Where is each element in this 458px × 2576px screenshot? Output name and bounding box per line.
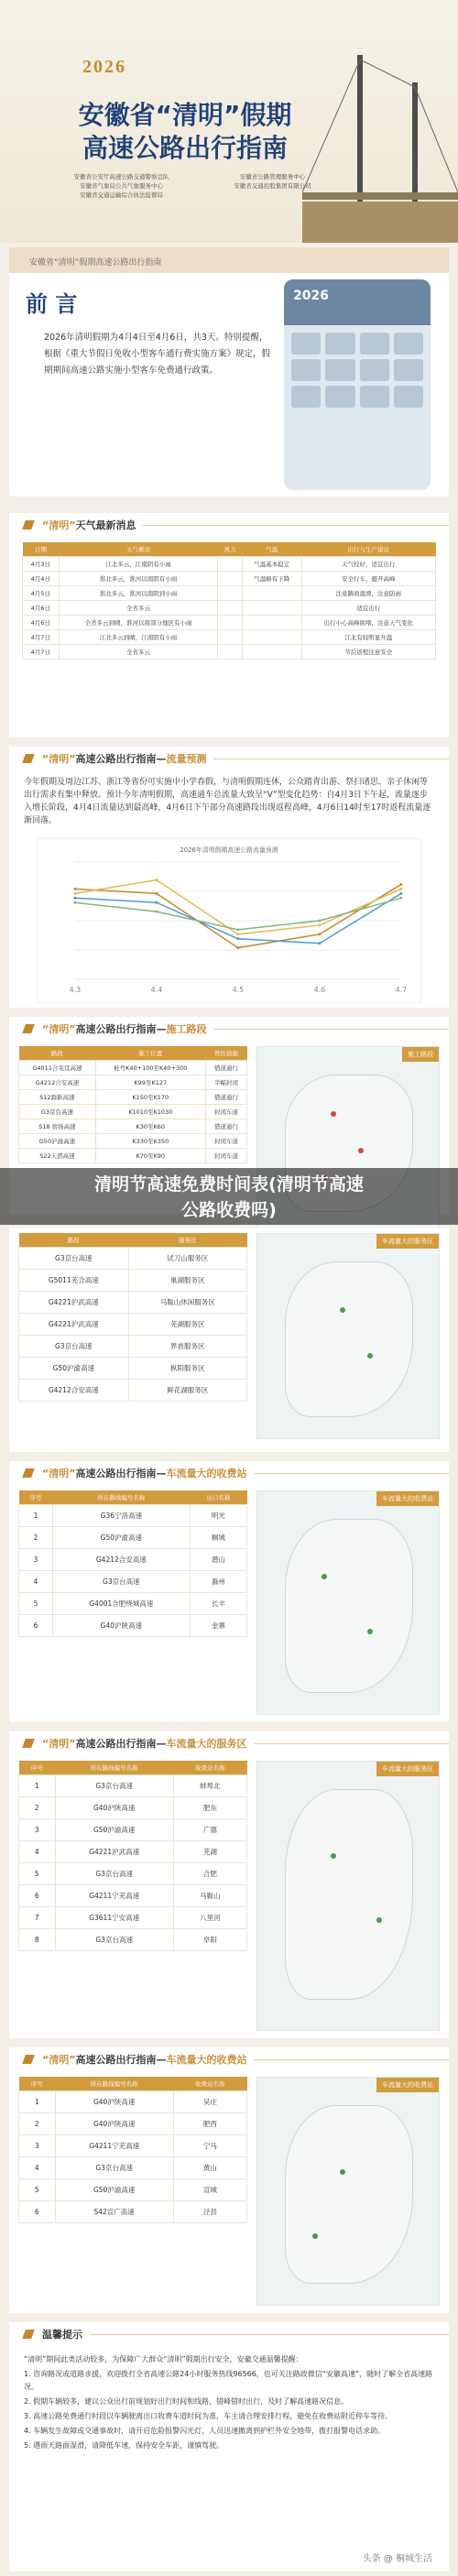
intro-bar: 安徽省“清明”假期高速公路出行指南 <box>9 247 449 273</box>
app-icon <box>325 333 354 355</box>
hero-orgs <box>50 172 344 200</box>
app-icon <box>325 359 354 381</box>
data-point <box>399 897 402 900</box>
data-point <box>236 933 239 935</box>
map-tag: 车流量大的服务区 <box>376 1762 439 1776</box>
service-area-table: 路段 服务区 G3京台高速 试刀山服务区 G5011芜合高速 巢湖服务区 G4221沪武高速 马鞍山休闲服务区 G4221沪武高速 芜湖服务区 G3京台高速 界首服务区 G50沪渝高速 枞阳服务区 G4212合安高速 鲜花湖服务区 <box>18 1233 247 1402</box>
marker-icon <box>340 1307 345 1313</box>
phone-grid <box>284 325 431 415</box>
intro-text: 2026年清明假期为4月4日至4月6日，共3天。特别提醒，根据《重大节假日免收小型客车通行费实施方案》规定，假期期间高速公路实施小型客车免费通行政策。 <box>44 333 271 376</box>
heading-dot-icon <box>22 754 35 763</box>
section-heading: “清明” 天气最新消息 <box>9 513 449 537</box>
table-row: G50沪渝高速 K330至K350 封闭车道 <box>19 1134 247 1149</box>
toll-table: 序号 所在路线编号名称 收费站名称 1 G40沪陕高速 吴庄 2 G40沪陕高速 肥西 3 G4211宁芜高速 宁马 4 G3京台高速 黄山 5 G50沪渝高速 宣城 6 S42宣广高速 泾县 <box>18 2077 247 2223</box>
data-point <box>236 937 239 940</box>
station-section <box>9 1731 449 2038</box>
table-row: G50沪渝高速 枞阳服务区 <box>19 1358 247 1380</box>
data-point <box>73 897 76 900</box>
x-tick-label: 4.3 <box>69 986 82 995</box>
station-table: 序号 所在路线编号名称 收费站名称 1 G3京台高速 蚌埠北 2 G40沪陕高速 肥东 3 G50沪渝高速 广德 4 G4221沪武高速 芜湖 5 G3京台高速 合肥 6 G4211宁芜高速 马鞍山 7 G3611宁安高速 八里河 8 G3京台高速 阜阳 <box>18 1761 247 1951</box>
flow-text: 今年假期及周边江苏、浙江等省份可实施中小学春假，与清明假期连休，公众踏青出游、祭扫诸思、亲子休闲等出行需求有集中释放。预计今年清明假期，高速通车总流量大致呈“V”型变化趋势：自4月3日下午起，流量逐步入增长阶段，4月4日流量达到最高峰，4月6日下午部分高速路段出现返程高峰，4月6日14时至17时返程流量逐渐回落。 <box>24 778 431 825</box>
org-name: 安徽省公安厅高速公路交通警察总队 <box>73 173 169 180</box>
marker-icon <box>331 1111 336 1117</box>
app-icon <box>291 386 321 408</box>
section-heading: “清明” 高速公路出行指南 — 流量预测 <box>9 747 449 770</box>
x-tick-label: 4.5 <box>232 986 245 995</box>
table-row: S12滁新高速 K150至K170 借道通行 <box>19 1090 247 1105</box>
table-row: 4月5日 淮北多云，淮河以南阴到小雨 注意路面湿滑，注意防雨 <box>23 586 436 601</box>
tip-item: 3. 高速公路免费通行时段以车辆驶离出口收费车道时间为准，车主请合理安排行程，避免在收费站附近停车等待。 <box>24 2412 393 2420</box>
marker-icon <box>367 1353 373 1359</box>
marker-icon <box>367 1629 373 1634</box>
series-line <box>75 893 401 943</box>
data-point <box>155 892 158 895</box>
org-name: 安徽省交通运输综合执法监督局 <box>80 191 163 199</box>
map-tag: 施工路段 <box>402 1047 439 1062</box>
table-row: 4月6日 全省多云 适宜出行 <box>23 601 436 616</box>
station-map <box>256 1761 440 2031</box>
table-row: 5 G3京台高速 合肥 <box>19 1863 247 1885</box>
app-icon <box>291 333 321 355</box>
table-row: G4212合安高速 鲜花湖服务区 <box>19 1380 247 1402</box>
table-row: 4月6日 全省多云到晴，淮河以南部分地区有小雨 出行小心高峰拥堵，注意天气变化 <box>23 616 436 630</box>
table-row: G4221沪武高速 芜湖服务区 <box>19 1314 247 1336</box>
table-row: 4 G4221沪武高速 芜湖 <box>19 1841 247 1863</box>
x-tick-label: 4.7 <box>395 986 408 995</box>
marker-icon <box>322 1574 327 1579</box>
flow-section <box>9 747 449 1008</box>
data-point <box>318 942 321 944</box>
heading-dot-icon <box>22 2055 35 2064</box>
service-area-map <box>256 1233 440 1439</box>
table-row: 1 G3京台高速 蚌埠北 <box>19 1775 247 1797</box>
exit-table: 序号 所在路线编号名称 出口名称 1 G36宁洛高速 明光 2 G50沪渝高速 桐城 3 G4212合安高速 潜山 4 G3京台高速 滁州 5 G4001合肥绕城高速 长丰 6 G40沪陕高速 金寨 <box>18 1490 247 1637</box>
table-row: 1 G40沪陕高速 吴庄 <box>19 2091 247 2113</box>
app-icon <box>360 386 389 408</box>
app-icon <box>394 359 423 381</box>
table-row: G4212合安高速 K99至K127 半幅封闭 <box>19 1075 247 1090</box>
table-row: 4 G3京台高速 滁州 <box>19 1571 247 1593</box>
heading-dot-icon <box>22 1468 35 1478</box>
intro-heading: 前 言 <box>26 291 78 317</box>
data-point <box>318 923 321 926</box>
app-icon <box>394 386 423 408</box>
data-point <box>399 888 402 890</box>
marker-icon <box>376 1917 382 1923</box>
table-row: 6 G4211宁芜高速 马鞍山 <box>19 1885 247 1907</box>
toll-section <box>9 2047 449 2313</box>
hero-banner <box>0 0 458 243</box>
table-row: 1 G36宁洛高速 明光 <box>19 1505 247 1527</box>
watermark: 头条 @ 桐城生活 <box>362 2554 432 2564</box>
table-row: 4 G3京台高速 黄山 <box>19 2157 247 2179</box>
data-point <box>399 892 402 895</box>
table-row: S22天潜高速 K70至K90 封闭车道 <box>19 1149 247 1163</box>
section-heading: “清明” 高速公路出行指南 — 车流量大的服务区 <box>9 1731 449 1755</box>
series-line <box>75 880 401 934</box>
hero-title <box>48 99 322 165</box>
section-heading: “清明” 高速公路出行指南 — 车流量大的收费站 <box>9 2047 449 2071</box>
app-icon <box>291 359 321 381</box>
heading-dot-icon <box>22 2330 35 2339</box>
app-icon <box>325 386 354 408</box>
table-row: G4221沪武高速 马鞍山休闲服务区 <box>19 1292 247 1314</box>
phone-illustration <box>284 279 431 490</box>
x-tick-label: 4.6 <box>313 986 326 995</box>
table-row: 8 G3京台高速 阜阳 <box>19 1929 247 1951</box>
marker-icon <box>331 1853 336 1859</box>
table-row: S18 宿扬高速 K30至K60 借道通行 <box>19 1119 247 1134</box>
data-point <box>73 901 76 904</box>
org-name: 安徽省气象局公共气象服务中心 <box>80 182 163 190</box>
tip-item: 4. 车辆发生故障或交通事故时，请开启危险报警闪光灯，人员迅速撤离到护栏外安全地带，拨打报警电话求助。 <box>24 2427 386 2435</box>
table-row: 6 S42宣广高速 泾县 <box>19 2201 247 2223</box>
tip-item: 1. 咨询路况或道路求援，欢迎拨打全省高速公路24小时服务热线96566，也可关注路政微信“安徽高速”，随时了解全省高速路况。 <box>24 2370 433 2391</box>
data-point <box>155 911 158 913</box>
table-row: 5 G50沪渝高速 宣城 <box>19 2179 247 2201</box>
weather-section <box>9 513 449 737</box>
toll-map <box>256 2077 440 2306</box>
tip-item: “清明”期间此类活动较多，为保障广大群众“清明”假期出行安全，安徽交通温馨提醒： <box>24 2355 303 2363</box>
table-row: G3京台高速 K1010至K1030 封闭车道 <box>19 1105 247 1119</box>
map-tag: 车流量大的服务区 <box>376 1234 439 1249</box>
table-row: 2 G40沪陕高速 肥西 <box>19 2113 247 2135</box>
table-row: 5 G4001合肥绕城高速 长丰 <box>19 1593 247 1615</box>
article-title-overlay: 清明节高速免费时间表(清明节高速 公路收费吗) <box>0 1168 458 1225</box>
table-row: 3 G4212合安高速 潜山 <box>19 1549 247 1571</box>
data-point <box>236 928 239 931</box>
table-row: 4月4日 淮北多云，淮河以南阴有小雨 气温略有下降 安全行车，避开高峰 <box>23 572 436 586</box>
table-row: 3 G50沪渝高速 广德 <box>19 1819 247 1841</box>
flow-chart <box>37 838 421 1003</box>
tips-list <box>9 2346 449 2461</box>
construction-table: 路段 施工位置 管控措施 G4011合芜宣高速 桩号K40+100至K40+300 借道通行 G4212合安高速 K99至K127 半幅封闭 S12滁新高速 K150至K170 借道通行 G3京台高速 K1010至K1030 封闭车道 S18 宿扬高速 K30至K60 借道通行 G50沪渝高速 K330至K350 封闭车道 S22天潜高速 K70至K90 封闭车道 <box>18 1046 247 1163</box>
app-icon <box>394 333 423 355</box>
intro-section <box>9 247 449 497</box>
data-point <box>318 920 321 922</box>
weather-table: 日期 天气概况 风力 气温 出行与生产建议 4月3日 江北多云，江南阴有小雨 气温基本稳定 天气较好，适宜出行 4月4日 淮北多云，淮河以南阴有小雨 气温略有下降 安全行车，避开高峰 4月5日 淮北多云，淮河以南阴到小雨 注意路面湿滑，注意防雨 4月6日 全省多云 适宜出行 4月6日 全省多云到晴，淮河以南部分地区有小雨 出行小心高峰拥堵，注意天气变化 4月7日 江北多云到晴，江南阴有小雨 江北有较明显升温 4月7日 全省多云 节后返程注意安全 <box>22 542 436 660</box>
x-tick-label: 4.4 <box>150 986 163 995</box>
app-icon <box>360 359 389 381</box>
table-row: 2 G50沪渝高速 桐城 <box>19 1527 247 1549</box>
map-tag: 车流量大的收费站 <box>376 2078 439 2092</box>
tip-item: 5. 遇雨天路面湿滑，请降低车速，保持安全车距，谨慎驾驶。 <box>24 2441 224 2450</box>
marker-icon <box>358 1148 364 1153</box>
service-area-section <box>9 1228 449 1452</box>
tips-section <box>9 2322 449 2571</box>
data-point <box>236 946 239 949</box>
tip-item: 2. 假期车辆较多，建议公众出行前规划好出行时间和线路，错峰错时出行，及时了解高速路况信息。 <box>24 2397 349 2406</box>
exit-map <box>256 1490 440 1715</box>
phone-title: 2026 <box>284 279 431 325</box>
marker-icon <box>340 2169 345 2175</box>
data-point <box>399 883 402 886</box>
org-name: 安徽省交通控股集团有限公司 <box>234 182 311 190</box>
table-row: 7 G3611宁安高速 八里河 <box>19 1907 247 1929</box>
hero-title-line1: 安徽省“清明”假期 <box>78 100 292 130</box>
table-row: G3京台高速 试刀山服务区 <box>19 1248 247 1270</box>
org-name: 安徽省公路管理服务中心 <box>239 173 306 180</box>
chart-title: 2026年清明假期高速公路流量预测 <box>180 846 278 854</box>
table-row: G5011芜合高速 巢湖服务区 <box>19 1270 247 1292</box>
table-row: 4月3日 江北多云，江南阴有小雨 气温基本稳定 天气较好，适宜出行 <box>23 557 436 572</box>
bridge-illustration <box>302 46 458 243</box>
data-point <box>155 879 158 881</box>
section-heading: “清明” 高速公路出行指南 — 车流量大的收费站 <box>9 1461 449 1485</box>
section-heading: “清明” 高速公路出行指南 — 施工路段 <box>9 1017 449 1041</box>
table-row: G3京台高速 界首服务区 <box>19 1336 247 1358</box>
table-row: 6 G40沪陕高速 金寨 <box>19 1615 247 1637</box>
exit-section <box>9 1461 449 1722</box>
hero-title-line2: 高速公路出行指南 <box>82 133 288 163</box>
heading-dot-icon <box>22 1739 35 1748</box>
table-row: 4月7日 江北多云到晴，江南阴有小雨 江北有较明显升温 <box>23 630 436 645</box>
table-row: 2 G40沪陕高速 肥东 <box>19 1797 247 1819</box>
section-heading: 温馨提示 <box>9 2322 449 2346</box>
heading-dot-icon <box>22 1024 35 1033</box>
data-point <box>73 892 76 895</box>
table-row: 3 G4211宁芜高速 宁马 <box>19 2135 247 2157</box>
data-point <box>73 888 76 890</box>
table-row: 4月7日 全省多云 节后返程注意安全 <box>23 645 436 660</box>
hero-year: 2026 <box>82 57 126 77</box>
table-row: G4011合芜宣高速 桩号K40+100至K40+300 借道通行 <box>19 1061 247 1075</box>
map-tag: 车流量大的收费站 <box>376 1491 439 1506</box>
app-icon <box>360 333 389 355</box>
data-point <box>318 933 321 935</box>
heading-dot-icon <box>22 520 35 529</box>
data-point <box>155 901 158 904</box>
marker-icon <box>312 2233 318 2239</box>
